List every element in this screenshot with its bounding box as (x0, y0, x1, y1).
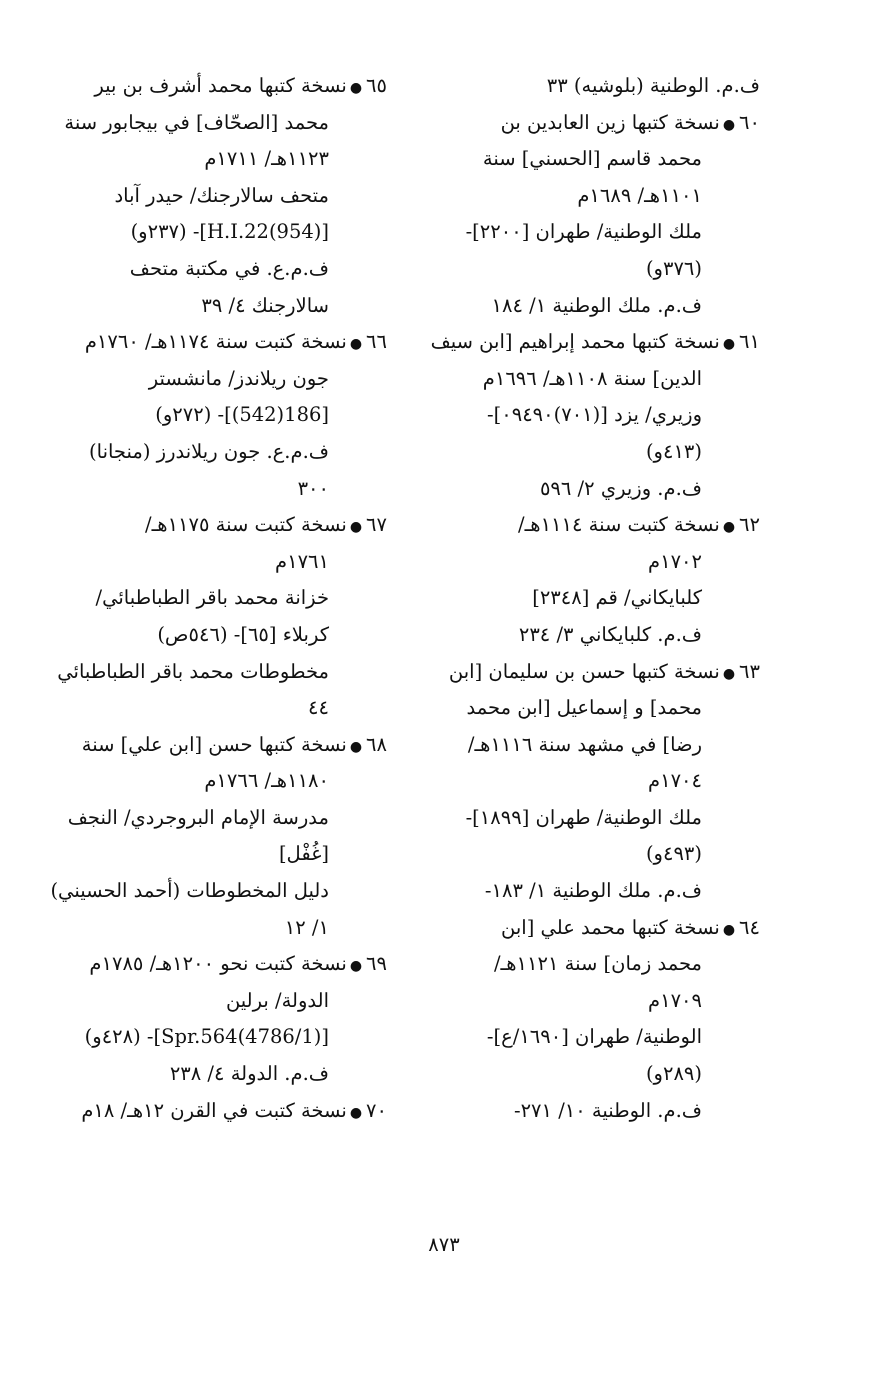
entry-line: الدين] سنة ١١٠٨هـ/ ١٦٩٦م (482, 366, 702, 390)
manuscript-entry (45, 68, 387, 324)
entry-line: ف.م. الوطنية (بلوشيه) ٣٣ (546, 74, 760, 97)
entry-line: الدولة/ برلين (225, 988, 329, 1012)
entry-line: دليل المخطوطات (أحمد الحسيني) (50, 879, 329, 903)
entry-line: ملك الوطنية/ طهران [٢٢٠٠]- (465, 220, 702, 244)
entry-line: ف.م. الدولة ٤/ ٢٣٨ (169, 1062, 329, 1086)
manuscript-entry (418, 324, 760, 507)
entry-line: ف.م.ع. جون ريلاندرز (منجانا) (89, 439, 329, 463)
entry-line: رضا] في مشهد سنة ١١١٦هـ/ (467, 732, 702, 756)
entry-first-line (418, 910, 760, 947)
manuscript-entry (45, 727, 387, 947)
entry-line: جون ريلاندز/ مانشستر (148, 366, 329, 390)
entry-text: نسخة كتبها محمد علي [ابن (501, 915, 720, 939)
entry-text: نسخة كتبت سنة ١١٧٤هـ/ ١٧٦٠م (84, 330, 347, 354)
manuscript-entry (45, 946, 387, 1092)
entry-first-line (45, 1093, 387, 1130)
entry-text: نسخة كتبت في القرن ١٢هـ/ ١٨م (81, 1098, 347, 1122)
entry-line: (٤٩٣و) (645, 842, 702, 866)
entry-first-line (45, 507, 387, 544)
entry-line: ف.م. ملك الوطنية ١/ ١٨٣- (484, 879, 702, 903)
entry-line: محمد زمان] سنة ١١٢١هـ/ (493, 952, 702, 976)
entry-number: ٦٧ (366, 513, 387, 537)
bullet-icon: ● (349, 80, 363, 96)
entry-first-line (45, 68, 387, 105)
entry-line: ١٧٠٤م (648, 769, 702, 793)
entry-number: ٦٠ (739, 110, 760, 134)
entry-text: نسخة كتبت سنة ١١١٤هـ/ (518, 513, 720, 537)
entry-line: (٢٨٩و) (645, 1062, 702, 1086)
entry-line: ١/ ١٢ (284, 915, 329, 939)
entry-text: نسخة كتبها محمد إبراهيم [ابن سيف (430, 330, 720, 354)
manuscript-entry (45, 324, 387, 507)
entry-number: ٦٤ (739, 915, 760, 939)
entry-number: ٦٢ (739, 513, 760, 537)
entry-line: ١١٢٣هـ/ ١٧١١م (204, 147, 329, 171)
entry-line: محمد [الصحّاف] في بيجابور سنة (64, 110, 329, 134)
manuscript-entry (418, 507, 760, 653)
bullet-icon: ● (349, 1104, 363, 1121)
entry-number: ٦٩ (366, 952, 387, 976)
bullet-icon: ● (349, 738, 363, 755)
entry-first-line (45, 727, 387, 764)
entry-number: ٦٨ (366, 732, 387, 756)
manuscript-entry (418, 105, 760, 325)
manuscript-entry (418, 654, 760, 910)
entry-text: نسخة كتبها محمد أشرف بن بير (94, 74, 347, 97)
entry-number: ٦١ (739, 330, 760, 354)
page-number: ٨٧٣ (428, 1233, 460, 1256)
entry-line: كلبايكاني/ قم [٢٣٤٨] (532, 586, 702, 610)
entry-line: متحف سالارجنك/ حيدر آباد (114, 183, 329, 207)
entry-line: مخطوطات محمد باقر الطباطبائي (57, 659, 329, 683)
entry-line: سالارجنك ٤/ ٣٩ (201, 293, 329, 317)
entry-line: ١١٠١هـ/ ١٦٨٩م (577, 183, 702, 207)
entry-text: نسخة كتبها حسن بن سليمان [ابن (448, 659, 720, 683)
entry-text: نسخة كتبت نحو ١٢٠٠هـ/ ١٧٨٥م (89, 952, 347, 976)
entry-first-line (45, 324, 387, 361)
entry-text: نسخة كتبت سنة ١١٧٥هـ/ (145, 513, 347, 537)
entry-number: ٧٠ (366, 1098, 387, 1122)
entry-line: [H.I.22(954)]- (٢٣٧و) (130, 220, 329, 244)
entry-first-line (418, 507, 760, 544)
bullet-icon: ● (349, 519, 363, 536)
entry-line: كربلاء [٦٥]- (٥٤٦ص) (157, 622, 329, 646)
entry-line: ٣٠٠ (297, 476, 329, 500)
entry-first-line (45, 946, 387, 983)
entry-number: ٦٥ (366, 74, 387, 97)
entry-text: نسخة كتبها حسن [ابن علي] سنة (81, 732, 347, 756)
entry-line: [186(542)]- (٢٧٢و) (155, 403, 329, 427)
manuscript-entry (45, 1093, 387, 1130)
entry-line: ف.م. وزيري ٢/ ٥٩٦ (539, 476, 702, 500)
entry-line: محمد قاسم [الحسني] سنة (482, 147, 702, 171)
right-column (418, 68, 760, 1129)
entry-line: [غُفْل] (278, 842, 329, 866)
bullet-icon: ● (722, 921, 736, 938)
bullet-icon: ● (722, 116, 736, 133)
manuscript-entry (45, 507, 387, 727)
entry-line: ف.م. الوطنية ١٠/ ٢٧١- (513, 1098, 702, 1122)
entry-line: ف.م. ملك الوطنية ١/ ١٨٤ (491, 293, 702, 317)
entry-line: [Spr.564(4786/1)]- (٤٢٨و) (84, 1025, 329, 1049)
entry-line: ١٧٠٢م (648, 549, 702, 573)
bullet-icon: ● (722, 336, 736, 353)
bullet-icon: ● (722, 665, 736, 682)
entry-line: ف.م.ع. في مكتبة متحف (129, 256, 329, 280)
bullet-icon: ● (349, 336, 363, 353)
entry-line: مدرسة الإمام البروجردي/ النجف (67, 805, 329, 829)
entry-first-line (418, 105, 760, 142)
left-column (45, 68, 387, 1129)
entry-continuation (418, 68, 760, 105)
manuscript-entry (418, 910, 760, 1130)
entry-line: الوطنية/ طهران [١٦٩٠/ع]- (486, 1025, 702, 1049)
entry-line: ١٧٦١م (275, 549, 329, 573)
entry-line: خزانة محمد باقر الطباطبائي/ (95, 586, 329, 610)
entry-first-line (418, 654, 760, 691)
bullet-icon: ● (722, 519, 736, 536)
entry-line: (٣٧٦و) (645, 256, 702, 280)
bullet-icon: ● (349, 958, 363, 975)
entry-line: محمد] و إسماعيل [ابن محمد (466, 696, 702, 720)
entry-first-line (418, 324, 760, 361)
entry-line: ملك الوطنية/ طهران [١٨٩٩]- (465, 805, 702, 829)
entry-line: (٤١٣و) (645, 439, 702, 463)
entry-line: وزيري/ يزد [(٧٠١)٠٩٤٩٠]- (487, 403, 702, 427)
entry-text: نسخة كتبها زين العابدين بن (500, 110, 720, 134)
entry-line: ف.م. كلبايكاني ٣/ ٢٣٤ (518, 622, 702, 646)
entry-number: ٦٣ (739, 659, 760, 683)
entry-number: ٦٦ (366, 330, 387, 354)
entry-line: ٤٤ (308, 696, 329, 720)
entry-line: ١١٨٠هـ/ ١٧٦٦م (204, 769, 329, 793)
entry-line: ١٧٠٩م (648, 988, 702, 1012)
